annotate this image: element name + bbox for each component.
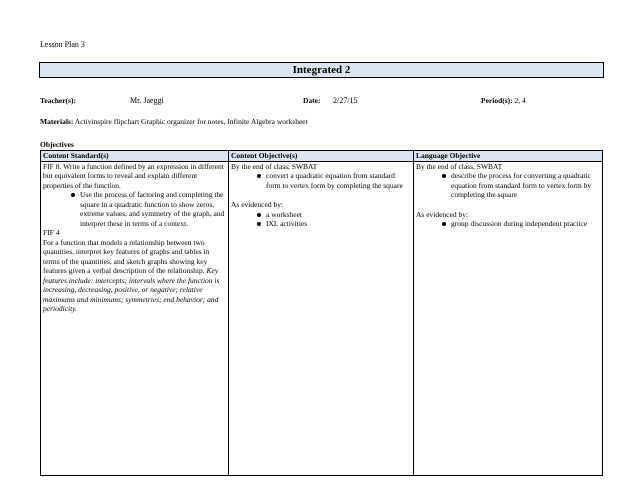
- materials-value: Activinspire flipchart Graphic organizer for notes, Infinite Algebra worksheet: [74, 117, 308, 126]
- period-value: 2, 4: [514, 96, 526, 105]
- col-header-language-objective: Language Objective: [413, 151, 602, 162]
- fif8-bullet: Use the process of factoring and completing the square in a quadratic function to show zeros, extreme values, and symmetry of the graph, and interpret these in terms of a context.: [71, 190, 226, 228]
- teacher-label: Teacher(s):: [40, 96, 76, 105]
- content-objective-bullet: convert a quadratic equation from standard form to vertex form by completing the square: [257, 171, 411, 190]
- content-objective-intro: By the end of class, SWBAT: [230, 161, 318, 171]
- date-value: 2/27/15: [333, 96, 358, 105]
- materials-line: [40, 117, 308, 127]
- period-field: [481, 96, 526, 106]
- fif4-title: FIF 4: [43, 228, 60, 237]
- fif4-text: For a function that models a relationship between two quantities, interpret key features of graphs and tables in terms of the quantities, and sketch graphs showing key features given a verbal description of the relationship.: [43, 237, 210, 275]
- content-evidence-item: IXL activities: [257, 219, 411, 229]
- content-evidence-list: [231, 210, 411, 229]
- content-evidence-intro: As evidenced by:: [230, 200, 284, 209]
- teacher-value: Mr. Jaeggi: [130, 96, 164, 105]
- fif8-bullets: [43, 190, 226, 228]
- language-objective-bullets: [416, 171, 600, 200]
- col-header-content-objectives: Content Objective(s): [228, 151, 413, 162]
- language-evidence-item: group discussion during independent practice: [442, 219, 600, 229]
- content-evidence-item: a worksheet: [257, 210, 411, 220]
- period-label: Period(s):: [481, 96, 513, 105]
- language-evidence-intro: As evidenced by:: [415, 209, 469, 219]
- language-objective-cell: [413, 161, 602, 475]
- objectives-table: [40, 150, 603, 476]
- objectives-body-row: [41, 161, 603, 475]
- fif4-key-features: Key features include: intercepts; intervals where the function is increasing, decreasing, positive, or negative; relative maximums and minimums; symmetries; end behavior; and periodicity.: [43, 266, 220, 313]
- lesson-plan-label: Lesson Plan 3: [40, 40, 85, 49]
- fif4-description: [43, 238, 226, 314]
- date-label: Date:: [303, 96, 321, 105]
- content-objective-bullets: [231, 171, 411, 190]
- course-title: Integrated 2: [39, 62, 604, 78]
- objectives-header-row: [41, 151, 603, 162]
- fif8-text: FIF 8. Write a function defined by an expression in different but equivalent forms to reveal and explain different properties of the function.: [43, 161, 224, 190]
- col-header-content-standards: Content Standard(s): [41, 151, 229, 162]
- language-objective-intro: By the end of class, SWBAT: [415, 161, 503, 171]
- language-objective-bullet: describe the process for converting a quadratic equation from standard form to vertex form by completing the square: [442, 171, 600, 200]
- content-objectives-cell: [228, 161, 413, 475]
- objectives-heading: Objectives: [40, 140, 74, 149]
- materials-label: Materials:: [40, 117, 74, 126]
- content-standards-cell: [41, 161, 229, 475]
- language-evidence-list: [416, 219, 600, 229]
